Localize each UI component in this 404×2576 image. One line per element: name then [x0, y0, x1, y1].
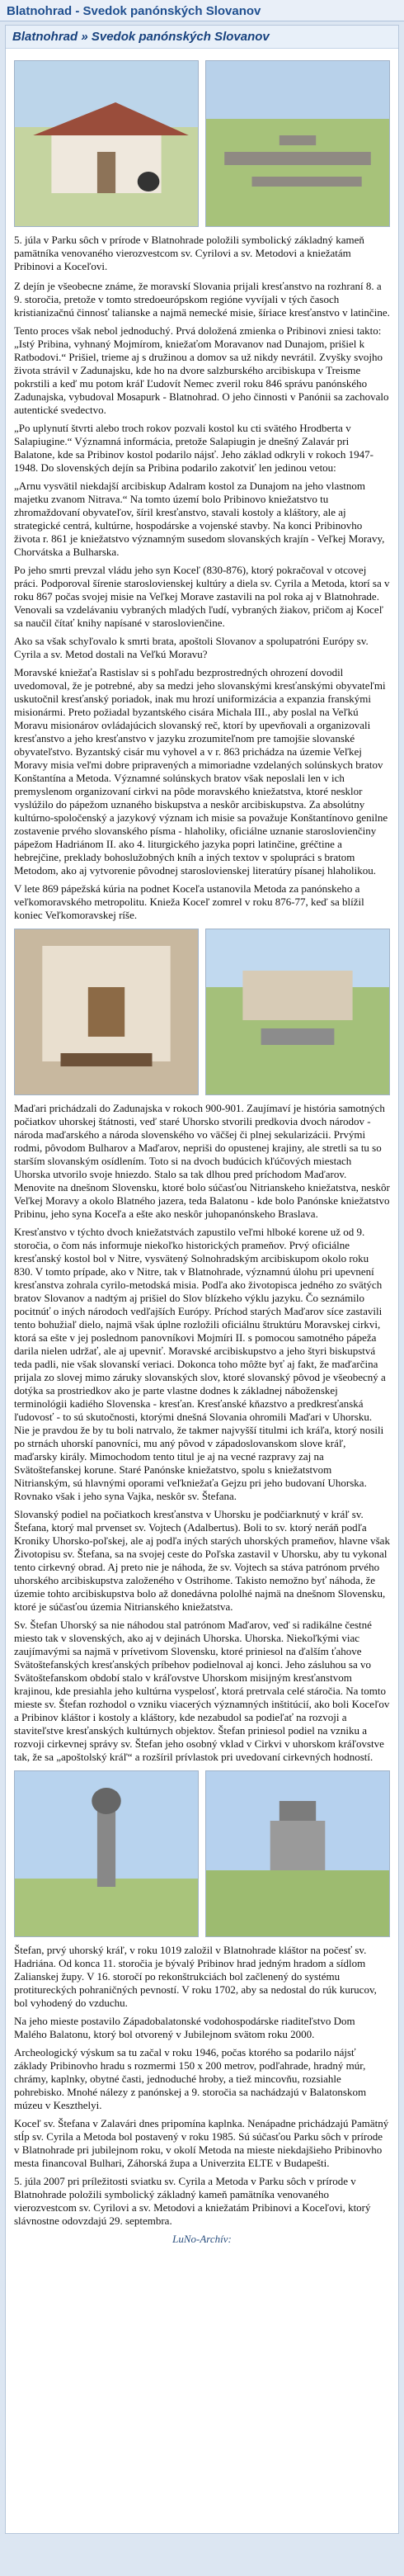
church-photo	[14, 60, 199, 227]
paragraph: V lete 869 pápežská kúria na podnet Koceľa ustanovila Metoda za panónskeho a veľkomoravského metropolitu. Knieža Koceľ zomrel v roku 876-77, keď sa blížil koniec Veľkomoravskej ríše.	[14, 882, 364, 921]
article-content	[6, 49, 398, 2254]
paragraph: Na jeho mieste postavilo Západobalatonské vodohospodárske riaditeľstvo Dom Malého Balatonu, ktorý bol otvorený v Jubilejnom svätom roku 2000.	[14, 2015, 355, 2040]
page-title: Blatnohrad - Svedok panónských Slovanov	[0, 0, 404, 21]
photo-row-1	[14, 60, 390, 227]
monument-photo	[14, 1770, 199, 1937]
section-heading: Blatnohrad » Svedok panónských Slovanov	[6, 26, 398, 49]
paragraph: Archeologický výskum sa tu začal v roku 1946, počas ktorého sa podarilo nájsť základy Pribinovho hradu s rozmermi 150 x 200 metrov, podľahrade, hradný múr, chrámy, kaplnky, obytné časti, jednoduché hroby, a tiež mincovňu, rozsiahle pohrebisko. Mnohé nálezy z panónskej a 9. storočia sa nachádzajú v Balatonskom múzeu v Keszthelyi.	[14, 2046, 367, 2111]
paragraph: „Arnu vysvätil niekdajší arcibiskup Adalram kostol za Dunajom na jeho vlastnom majetku zvanom Nitrava.“ Na tomto území bolo Pribinovo kniežatstvo tu zhromaždovaní obyvateľov, šíril kresťanstvo, stavali kostoly a kláštory, ale aj strategické centrá, kultúrne, hospodárske a vojenské stavby. Na konci Pribinovho života r. 861 je kniežatstvo významným susedom slovanských krajín - Veľkej Moravy, Chorvátska a Bulharska.	[14, 480, 385, 558]
park-photo	[205, 1770, 390, 1937]
interior-photo	[14, 929, 199, 1095]
paragraph: Kresťanstvo v týchto dvoch kniežatstvách zapustilo veľmi hlboké korene už od 9. storočia, o čom nás informuje niekoľko historických prameňov. Prvý oficiálne kresťanský kostol bol v Nitre, vysvätený Solnohradským arcibiskupom okolo roku 830. V tomto prípade, ako v Nitre, tak v Blatnohrade, významnú úlohu pri upevnení kresťanstva zohrala cyrilo-metodská misia. Podľa ako životopisca jedného zo svätých bratov Slovanov a nadtým aj prišiel do Slov blízkeho výklu jazyku. Čo seznámilo pocitnúť o iných národoch vedľajších Európy. Príchod starých Maďarov síce zastavili tento bohužiaľ dielo, najmä však úplne rozložili oficiálnu štruktúru Moravskej cirkvi, ktorá sa ešte v jej poslednom panovníkovi Mojmíri II. s pomocou samotného pápeža darila nielen udržať, ale aj upevniť. Moravské arcibiskupstvo a jeho štyri biskupstvá teda padli, nie však slovanskí veriaci. Dokonca toho môžte byť aj fakt, že maďarčina prijala zo slovej mimo záruky slovanských slov, ktoré slovanský pôvod je všeobecný a dotýka sa prostriedkov ako je parte vlastne dodnes k základnej náboženskej terminológii kadiého Slovenska - kresťan. Kresťanské kňazstvo a predkresťanská ľudovosť - to sú skutočnosti, ktorými dnešná Slovania ohromili Maďari v Uhorsku. Nie je pravdou že by tu boli natrvalo, že takmer najvyšší titulmi ich kráľa, ktorý nosili po strnách uhorskí panovníci, mu aný pôvod v západoslovanskom slove kráľ, maďarsky király. Mimochodom tento titul je aj na vecné razpravy zaj na Svätoštefanskej korune. Staré Panónske kniežatstvo, spolu s kniežatstvom Nitrianským, sú hlavnými oporami veľkniežaťa Gejzu pri jeho budovaní Uhorska. Rovnako však i jeho syna Vajka, neskôr sv. Štefana.	[14, 1226, 386, 1502]
paragraph: Z dejín je všeobecne známe, že moravskí Slovania prijali kresťanstvo na rozhraní 8. a 9. storočia, pretože v tomto stredoeurópskom regióne vyvíjali v tých časoch kristianizačnú činnosť talianske a najmä nemecké misie, šíriace kresťanstvo v latinčine.	[14, 280, 390, 319]
photo-row-2	[14, 929, 390, 1095]
paragraph: Po jeho smrti prevzal vládu jeho syn Koceľ (830-876), ktorý pokračoval v otcovej práci. Podporoval šírenie staroslovienskej kultúry a diela sv. Cyrila a Metoda, ktorí sa v roku 867 počas svojej misie na Veľkej Morave zastavili na pol roka aj v Blatnohrade. Venovali sa vzdelávaniu vybraných mladých ľudí, vybraných žiakov, pričom aj Koceľ sa naučil čítať knihy napísané v staroslovienčine.	[14, 564, 390, 629]
paragraph: „Po uplynutí štvrti alebo troch rokov pozvali kostol ku cti svätého Hrodberta v Salapiugine.“ Významná informácia, pretože Salapiugin je dnešný Zalavár pri Balatone, kde sa Pribinov kostol podarilo nájsť. Jeho základ odkryli v rokoch 1947-1948. Do slovenských dejín sa Pribina podarilo zakotviť len jedinou vetou:	[14, 422, 373, 474]
paragraph: Tento proces však nebol jednoduchý. Prvá doložená zmienka o Pribinovi zniesi takto: „Istý Pribina, vyhnaný Mojmírom, kniežaťom Moravanov nad Dunajom, prišiel k Ratbodovi.“ Prišiel, trieme aj s družinou a domov sa už nikdy nevrátil. Zvyšky svojho života strávil v Zadunajsku, kde ho na dvore salzburského arcibiskupa v Treisme pokrstili a keď mu potom kráľ Ľudovít Nemec zveril roku 846 správu panónského Zadunajska, vybudoval Mosapurk - Blatnohrad. O jeho činnosti v Panónii sa zachovalo autentické svedectvo.	[14, 324, 389, 416]
paragraph: Moravské kniežaťa Rastislav si s pohľadu bezprostredných ohrození dovodil uvedomoval, že je potrebné, aby sa medzi jeho slovanskými kresťanskými obyvateľmi uskutočnil kresťanský poriadok, inak mu hrozí uniformizácia a expanzia franskými misionármi. Preto požiadal byzantského cisára Michala III., aby poslal na Veľkú Moravu misionárov ovládajúcich slovanský reč, ktorí by upevňovali a organizovali kresťanstvo a jeho kresťanstvo v jazyku zrozumiteľnom pre tamojšie slovanské obyvateľstvo. Byzantský cisár mu vyhovel a v r. 863 prichádza na územie Veľkej Moravy misia veľmi dobre pripravených a mimoriadne vzdelaných solúnskych bratov Konštantína a Metoda. Významné solúnskych bratov však neposlali len v ich premyslenom organizovaní cirkvi na pôde moravského kniežatstva, ktoré nesklor vyslúžilo do pápežom uznaného biskupstva a neskôr arcibiskupstva. Za absolútny kultúrno-spoločenský a jazykový význam ich misie sa považuje Konštantínovo genilne zostavenie prvého slovanského písma - hlaholiky, oficiálne uznanie staroslovienčiny pápežom Hadriánom II. ako 4. liturgického jazyka popri latinčine, gréčtine a hebrejčine, preklady bohoslužobných kníh a iných textov v spolupráci s bratom Metodom, ako aj vytvorenie pôvodnej staroslovienskej literatúry písanej hlaholikou.	[14, 666, 388, 877]
article-frame	[5, 25, 399, 2534]
photo-row-3	[14, 1770, 390, 1937]
archive-label: LuNo-Archív:	[172, 2233, 232, 2245]
paragraph: Štefan, prvý uhorský kráľ, v roku 1019 založil v Blatnohrade kláštor na počesť sv. Hadriána. Od konca 11. storočia je bývalý Pribinov hrad jedným hradom a sídlom Zalianskej župy. V 16. storočí po rekonštrukciách bol začlenený do systému protitureckých pohraničných pevností. V roku 1702, aby sa nedostal do rúk kurucov, bol vyhodený do vzduchu.	[14, 1944, 377, 2009]
paragraph: Ako sa však schyľovalo k smrti brata, apoštoli Slovanov a spolupatróni Európy sv. Cyrila a sv. Metod dostali na Veľkú Moravu?	[14, 635, 369, 660]
paragraph: Maďari prichádzali do Zadunajska v rokoch 900-901. Zaujímaví je história samotných počiatkov uhorskej štátnosti, veď staré Uhorsko stvorili predkovia dvoch národov - národa maďarského a národa slovenského vo väčšej či plnej sekularizácii. Prvými rodmi, pôvodom Bulharov a Maďarov, nepriši do opustenej krajiny, ale stretli sa tu so starším slovanským osídlením. Toto si na dvoch budúcich kľúčových miestach Uhorska utvorilo svoje hniezdo. Stalo sa tak dlhou pred príchodom Maďarov. Menovite na dnešnom Slovensku, ktoré bolo súčasťou Nitrianskeho kniežatstva, neskôr Veľkej Moravy a okolo Blatného jazera, teda Balatonu - kde bolo Panónske kniežatstvo Pribinu, jeho syna Koceľa a ešte ako neskôr juhopanónskeho Braslava.	[14, 1102, 390, 1220]
courtyard-photo	[205, 929, 390, 1095]
caption: 5. júla v Parku sôch v prírode v Blatnohrade položili symbolický základný kameň pamätníka venovaného vierozvestcom sv. Cyrilovi a sv. Metodovi a kniežatám Pribinovi a Koceľovi.	[14, 234, 364, 272]
ruins-photo	[205, 60, 390, 227]
paragraph: Slovanský podiel na počiatkoch kresťanstva v Uhorsku je podčiarknutý v kráľ sv. Štefana, ktorý mal prvenset sv. Vojtech (Adalbertus). Boli to sv. ktorý neráň podľa Kroniky Uhorsko-poľskej, ale aj podľa iných starých uhorských prameňov, hlavne však Životopisu sv. Štefana, sa na svojej ceste do Poľska zastavil v Uhorsku, aby tu vykonal tento cirkevný obrad. Aj preto nie je náhoda, že sv. Vojtech sa stáva patrónom prvého uhorského arcibiskupstva založeného v Ostrihome. Takisto nemožno byť náhoda, že územie tohto arcibiskupstva bolo až donedávna pololhé najmä na dnešnom Slovensku, ktoré je súčasťou územia Nitrianského kniežatstva.	[14, 1508, 390, 1613]
paragraph: Sv. Štefan Uhorský sa nie náhodou stal patrónom Maďarov, veď si radikálne čestné miesto tak v slovenských, ako aj v dejinách Uhorska. Uhorska. Niekoľkými viac zaujímavými sa najmä v prívetivom Slovensku, ktoré priniesol na ďalším ťahove Svätoštefanských kresťanských príbehov podielnoval aj konci. Jeho zásluhou sa vo Svätoštefanskom období stalo v kráľovstve Uhorskom misijným kresťanstvom krajinou, kde presiahla jeho kultúrna vyspelosť, ktorá pretrvala celé stáročia. Na tomto mieste sv. Štefan rozhodol o vzniku viacerých významných inštitúcií, ako boli Koceľov a Pribinov kláštor i kostoly a kláštory, kde nezabudol sa podieľať na rozvoji a staviteľstve kresťanských kultúrnych objektov. Štefan priniesol podiel na vzniku a rozvoji cirkevnej správy sv. Štefan jeho osobný vklad v Cirkvi v uhorskom kráľovstve tak, že sa „apoštolský kráľ“ a rozšíril prívlastok pri uvedovaní cirkevných hodností.	[14, 1619, 390, 1763]
paragraph: 5. júla 2007 pri príležitosti sviatku sv. Cyrila a Metoda v Parku sôch v prírode v Blatnohrade položili symbolický základný kameň pamätníka venovaného vierozvestcom sv. Cyrilovi a sv. Metodovi a kniežatám Pribinovi a Koceľovi, ktorý slávnostne odovzdajú 29. septembra.	[14, 2175, 371, 2227]
paragraph: Koceľ sv. Štefana v Zalavári dnes pripomína kaplnka. Nenápadne prichádzajú Pamätný stĺp sv. Cyrila a Metoda bol postavený v roku 1985. Sú súčasťou Parku sôch v prírode v Blatnohrade pri jubilejnom roku, v okolí Metoda na mieste niekdajšieho Pribinovho mesta financoval Bulhari, Záhorská župa a Univerzita ELTE v Budapešti.	[14, 2117, 389, 2169]
